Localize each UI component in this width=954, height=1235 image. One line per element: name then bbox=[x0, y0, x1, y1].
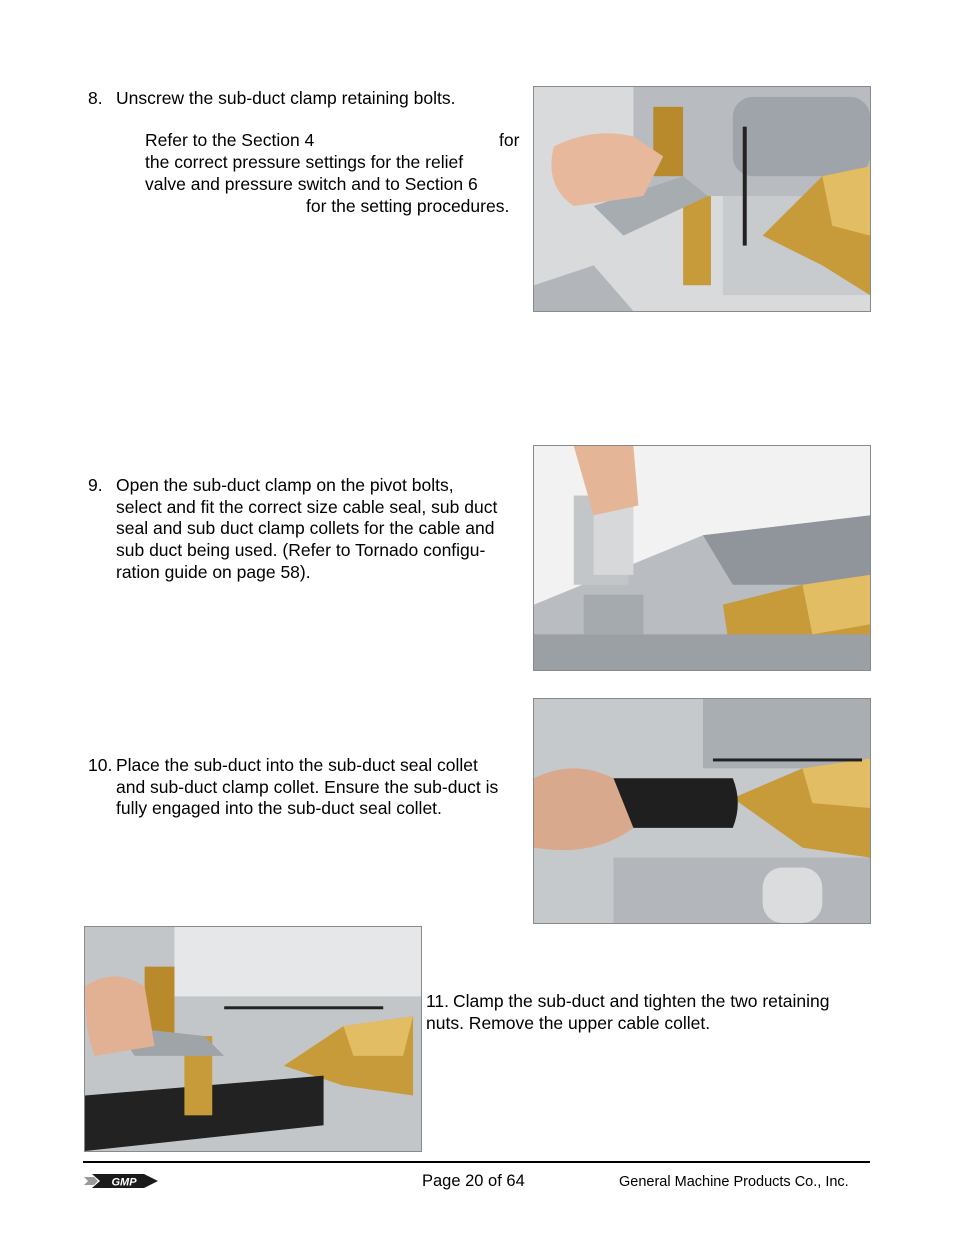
logo-text: GMP bbox=[111, 1176, 137, 1189]
company-name: General Machine Products Co., Inc. bbox=[619, 1174, 849, 1190]
note-text: Refer to the Section 4 bbox=[145, 130, 315, 150]
step-text: and sub-duct clamp collet. Ensure the sub-duct is bbox=[116, 777, 499, 797]
step-text: Clamp the sub-duct and tighten the two retaining bbox=[453, 991, 830, 1011]
photo-wrench-on-bolts bbox=[533, 86, 871, 312]
note-text: for the setting procedures. bbox=[306, 196, 510, 216]
step-number: 10. bbox=[88, 755, 113, 775]
gmp-logo-icon bbox=[84, 1170, 160, 1192]
step-text: ration guide on page 58). bbox=[116, 562, 311, 582]
step-text: sub duct being used. (Refer to Tornado configu- bbox=[116, 540, 486, 560]
photo-clamping-subduct bbox=[84, 926, 422, 1152]
footer-divider bbox=[83, 1161, 870, 1163]
step-text: nuts. Remove the upper cable collet. bbox=[426, 1013, 711, 1033]
step-text: select and fit the correct size cable seal, sub duct bbox=[116, 497, 498, 517]
note-text: for bbox=[499, 130, 520, 150]
photo-fitting-collets bbox=[533, 445, 871, 671]
step-text: seal and sub duct clamp collets for the cable and bbox=[116, 518, 495, 538]
note-text: valve and pressure switch and to Section 6 bbox=[145, 174, 478, 194]
step-text: fully engaged into the sub-duct seal collet. bbox=[116, 798, 442, 818]
step-text: Unscrew the sub-duct clamp retaining bolts. bbox=[116, 88, 456, 108]
step-number: 11. bbox=[426, 991, 450, 1011]
step-text: Place the sub-duct into the sub-duct seal collet bbox=[116, 755, 478, 775]
step-number: 9. bbox=[88, 475, 103, 495]
step-number: 8. bbox=[88, 88, 103, 108]
step-text: Open the sub-duct clamp on the pivot bolts, bbox=[116, 475, 454, 495]
note-text: the correct pressure settings for the relief bbox=[145, 152, 464, 172]
photo-inserting-subduct bbox=[533, 698, 871, 924]
page-number: Page 20 of 64 bbox=[422, 1172, 525, 1190]
